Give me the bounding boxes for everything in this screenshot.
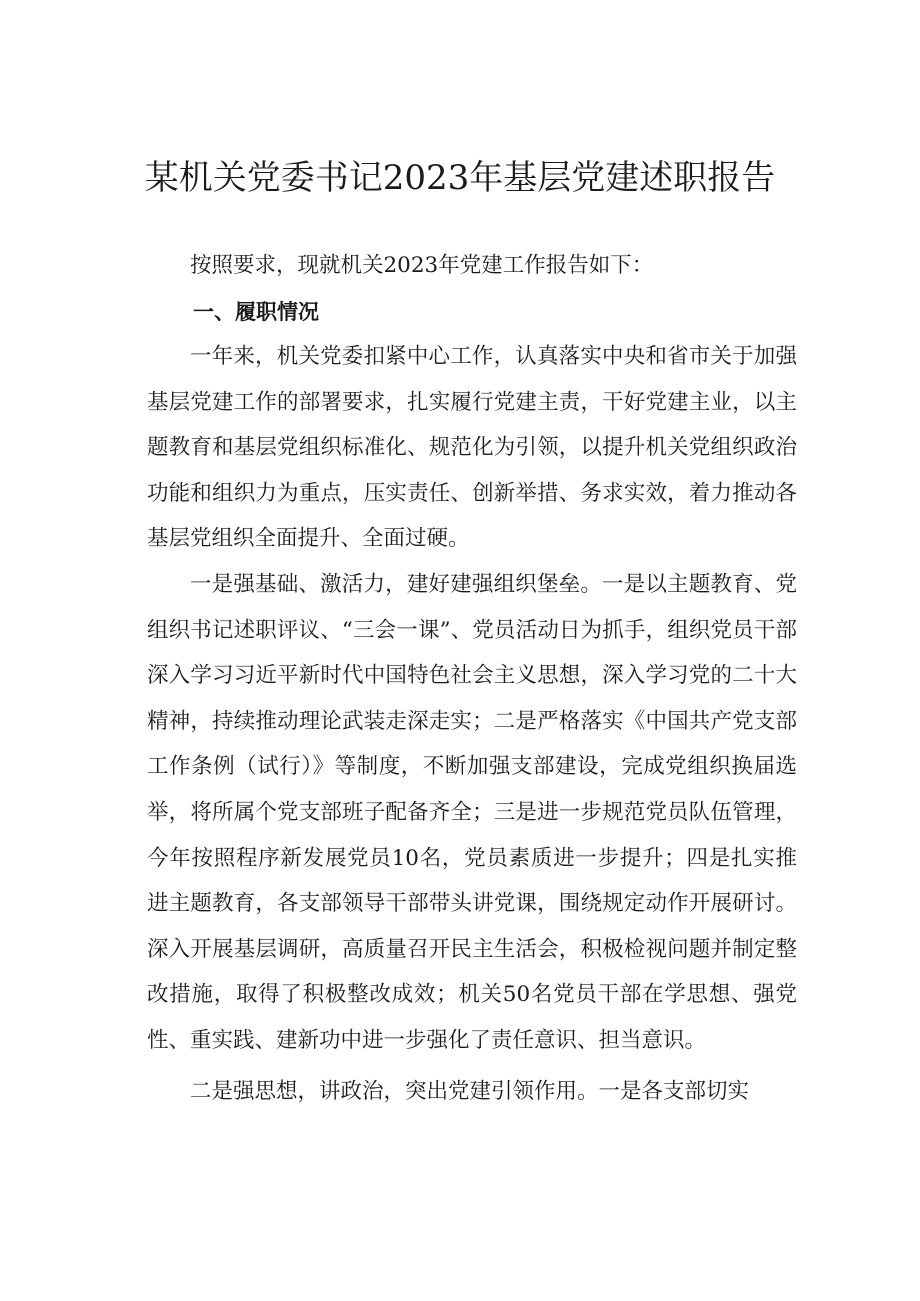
section-heading-performance: 一、履职情况 — [193, 300, 319, 324]
body-paragraph: 一是强基础、激活力，建好建强组织堡垒。一是以主题教育、党组织书记述职评议、“三会一课”、党员活动日为抓手，组织党员干部深入学习习近平新时代中国特色社会主义思想，深入学习党的二十大精神，持续推动理论武装走深走实；二是严格落实《中国共产党支部工作条例（试行）》等制度，不断加强支部建设，完成党组织换届选举，将所属个党支部班子配备齐全；三是进一步规范党员队伍管理，今年按照程序新发展党员10名，党员素质进一步提升；四是扎实推进主题教育，各支部领导干部带头讲党课，围绕规定动作开展研讨。深入开展基层调研，高质量召开民主生活会，积极检视问题并制定整改措施，取得了积极整改成效；机关50名党员干部在学思想、强党性、重实践、建新功中进一步强化了责任意识、担当意识。 — [147, 572, 797, 1053]
intro-paragraph: 按照要求，现就机关2023年党建工作报告如下： — [190, 253, 654, 278]
body-paragraph: 二是强思想，讲政治，突出党建引领作用。一是各支部切实 — [190, 1079, 750, 1104]
document-title: 某机关党委书记2023年基层党建述职报告 — [144, 158, 776, 198]
body-paragraph: 一年来，机关党委扣紧中心工作，认真落实中央和省市关于加强基层党建工作的部署要求，扎实履行党建主责，干好党建主业，以主题教育和基层党组织标准化、规范化为引领，以提升机关党组织政治功能和组织力为重点，压实责任、创新举措、务求实效，着力推动各基层党组织全面提升、全面过硬。 — [147, 344, 797, 552]
